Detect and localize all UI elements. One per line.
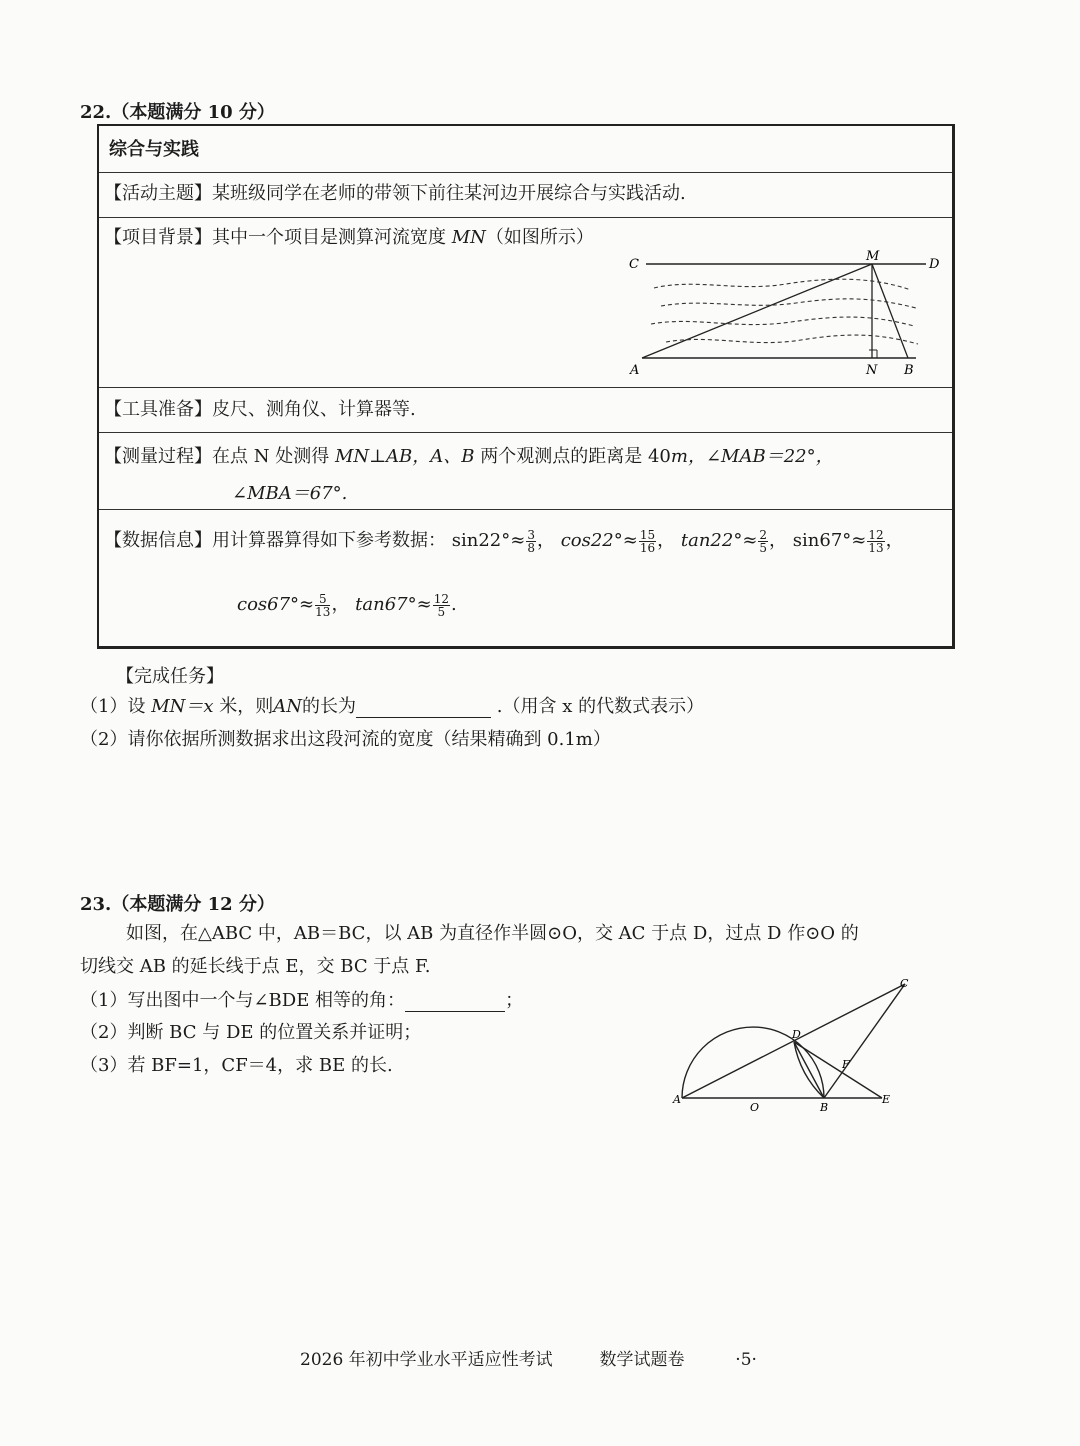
process-angle: ，∠MAB＝22°， (687, 446, 834, 467)
process-unit: m (670, 446, 688, 467)
data-label: 【数据信息】用计算器算得如下参考数据： (104, 530, 446, 551)
label-F: F (842, 1058, 850, 1071)
q23-header: 23.（本题满分 12 分） (80, 894, 275, 915)
q23-line2: 切线交 AB 的延长线于点 E，交 BC 于点 F. (80, 956, 431, 977)
sin22-text: sin22°≈ (451, 530, 526, 551)
footer (300, 1345, 757, 1370)
q22-data-line2: cos67°≈ $\frac{5}{13}$ ， tan67°≈ $\frac{12}{5}$ . (237, 591, 457, 619)
label-D: D (929, 257, 940, 272)
process-math: MN⊥AB，A、B (334, 446, 475, 467)
row-divider (99, 172, 952, 173)
q23-part3: （3）若 BF=1，CF＝4，求 BE 的长. (80, 1055, 393, 1076)
part1-end: ； (505, 990, 524, 1011)
row-divider (99, 509, 952, 510)
footer-page-number: ·5· (735, 1350, 757, 1370)
river-figure (626, 248, 951, 378)
tan22-text: tan22°≈ (680, 530, 758, 551)
row-divider (99, 217, 952, 218)
q22-table-title: 综合与实践 (109, 139, 199, 160)
q22-background-text: 【项目背景】其中一个项目是测算河流宽度 (104, 227, 446, 248)
task1-prefix: （1）设 (80, 696, 146, 717)
q22-process-line2: ∠MBA＝67°. (232, 483, 348, 504)
row-divider (99, 432, 952, 433)
sin67-text: sin67°≈ (792, 530, 867, 551)
answer-blank[interactable] (356, 696, 491, 718)
cos67-text: cos67°≈ (237, 594, 315, 615)
task1-suffix: 的长为 (302, 696, 357, 717)
q22-tasks-title: 【完成任务】 (116, 666, 224, 687)
process-prefix: 【测量过程】在点 N 处测得 (104, 446, 330, 467)
cos22-frac: $\frac{15}{16}$ (639, 527, 656, 555)
q22-practice-table (97, 124, 955, 649)
label-N: N (866, 363, 878, 378)
q23-line1: 如图，在△ABC 中，AB＝BC，以 AB 为直径作半圆⊙O，交 AC 于点 D，过点 D 作⊙O 的 (126, 923, 859, 944)
tan67-frac: $\frac{12}{5}$ (433, 591, 449, 619)
cos67-frac: $\frac{5}{13}$ (315, 591, 331, 619)
footer-subject: 数学试题卷 (599, 1350, 685, 1370)
part1-prefix: （1）写出图中一个与∠BDE 相等的角： (80, 990, 406, 1011)
task1-an: AN (273, 696, 303, 717)
q23-part1 (80, 986, 523, 1012)
footer-exam: 2026 年初中学业水平适应性考试 (300, 1350, 553, 1370)
q23-part2: （2）判断 BC 与 DE 的位置关系并证明； (80, 1022, 422, 1043)
q22-task1 (80, 692, 704, 718)
q22-tools: 【工具准备】皮尺、测角仪、计算器等. (104, 399, 416, 420)
q22-background (104, 223, 594, 249)
geometry-figure (670, 975, 920, 1115)
label-A: A (630, 363, 640, 378)
label-E: E (882, 1093, 891, 1106)
task1-mid: 米，则 (219, 696, 274, 717)
q22-data-line1: 【数据信息】用计算器算得如下参考数据： sin22°≈ $\frac{3}{8}$ ， cos22°≈ $\frac{15}{16}$ ， tan22°≈ $\frac{2}{5}$ ， sin67°≈ $\frac{12}{13}$ ， (104, 527, 904, 555)
label-C: C (900, 977, 909, 990)
sin67-frac: $\frac{12}{13}$ (868, 527, 884, 555)
answer-blank[interactable] (405, 990, 505, 1012)
q22-activity-theme: 【活动主题】某班级同学在老师的带领下前往某河边开展综合与实践活动. (104, 183, 686, 204)
cos22-text: cos22°≈ (560, 530, 638, 551)
label-D: D (792, 1028, 801, 1041)
q22-task2: （2）请你依据所测数据求出这段河流的宽度（结果精确到 0.1m） (80, 729, 611, 750)
process-mid: 两个观测点的距离是 40 (480, 446, 671, 467)
label-O: O (750, 1101, 760, 1114)
row-divider (99, 387, 952, 388)
tan67-text: tan67°≈ (355, 594, 432, 615)
sin22-frac: $\frac{3}{8}$ (527, 527, 535, 555)
label-A: A (673, 1093, 681, 1106)
task1-math: MN＝x (151, 696, 214, 717)
label-M: M (866, 249, 880, 264)
q22-background-suffix: （如图所示） (485, 227, 594, 248)
label-C: C (629, 257, 639, 272)
q22-background-mn: MN (451, 227, 486, 248)
q22-process-line1 (104, 442, 834, 468)
task1-end: .（用含 x 的代数式表示） (496, 696, 705, 717)
tan22-frac: $\frac{2}{5}$ (759, 527, 768, 555)
q22-header: 22.（本题满分 10 分） (80, 102, 275, 123)
label-B: B (904, 363, 914, 378)
label-B: B (820, 1101, 829, 1114)
